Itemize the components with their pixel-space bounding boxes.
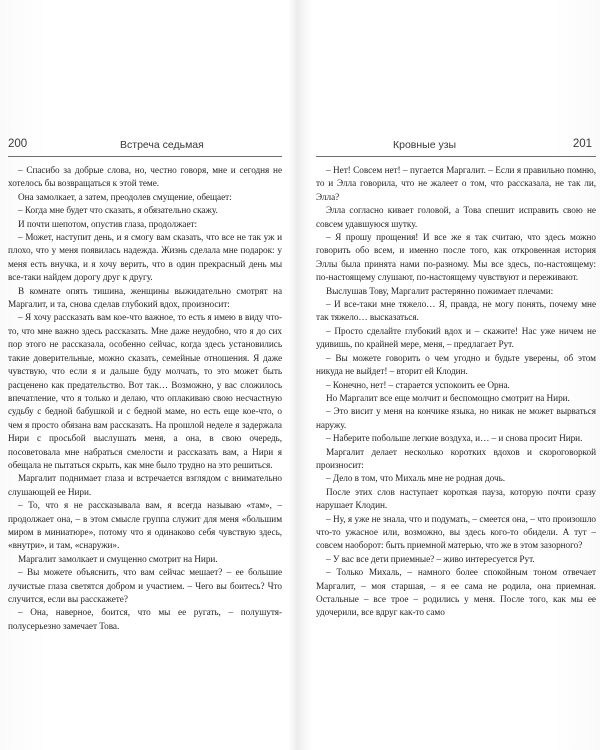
paragraph: – То, что я не рассказывала вам, я всегда называю «там», – продолжает она, – в этом смысле группа служит для меня «большим миром в миниатюре», потому что я одинаково себя чувствую здесь, «внутри», и там, «снаружи». <box>8 501 282 552</box>
left-running-title: Встреча седьмая <box>120 139 204 151</box>
paragraph: Она замолкает, а затем, преодолев смущение, обещает: <box>18 192 232 203</box>
paragraph: – Спасибо за добрые слова, но, честно говоря, мне и сегодня не хотелось бы возвращаться к этой теме. <box>8 166 282 190</box>
paragraph: Но Маргалит все еще молчит и беспомощно смотрит на Нири. <box>326 393 570 404</box>
paragraph: Маргалит замолкает и смущенно смотрит на Нири. <box>18 554 218 565</box>
paragraph: И почти шепотом, опустив глаза, продолжает: <box>18 219 198 230</box>
paragraph: – Я хочу рассказать вам кое-что важное, то есть я имею в виду что-то, что мне важно здесь рассказать. Мне даже неудобно, что я до сих пор этого не рассказала, особенно сейчас, когда здесь установились такие доверительные, можно сказать, семейные отношения. Я даже чувствую, что если я и дальше буду молчать, то это может быть расценено как предательство. Вот так… Возможно, у вас сложилось впечатление, что я только и делаю, что оплакиваю свою несчастную судьбу с бедной бабушкой и с бедной маме, но есть еще кое-что, о чем я просто обязана вам рассказать. На прошлой неделе я задержала Нири с просьбой выслушать меня, а она, в свою очередь, посоветовала мне набраться смелости и рассказать вам, а Нири я обещала не пытаться скрыть, как мне было трудно на это решиться. <box>8 313 282 471</box>
paragraph: – Она, наверное, боится, что мы ее ругать, – полушутя-полусерьезно замечает Това. <box>8 608 282 632</box>
right-page-number: 201 <box>572 138 592 150</box>
paragraph: В комнате опять тишина, женщины выжидательно смотрят на Маргалит, и та, снова сделав глубокий вдох, произносит: <box>8 286 282 311</box>
paragraph: – Просто сделайте глубокий вдох и – скажите! Нас уже ничем не удивишь, по крайней мере, меня, – предлагает Рут. <box>316 326 596 351</box>
left-page <box>8 138 282 634</box>
paragraph: – Наберите побольше легкие воздуха, и… – и снова просит Нири. <box>326 434 583 445</box>
left-running-header <box>8 138 282 155</box>
right-running-title: Кровные узы <box>393 139 457 151</box>
paragraph: Элла согласно кивает головой, а Това спешит исправить свою не совсем удавшуюся шутку. <box>316 206 596 230</box>
paragraph: Маргалит поднимает глаза и встречается взглядом с внимательно слушающей ее Нири. <box>8 474 282 498</box>
paragraph: Маргалит делает несколько коротких вдохов и скороговоркой произносит: <box>316 447 596 471</box>
paragraph: – И все-таки мне тяжело… Я, правда, не могу понять, почему мне так тяжело… высказаться. <box>316 300 596 324</box>
right-page <box>316 138 596 621</box>
paragraph: – Ну, я уже не знала, что и подумать, – смеется она, – что произошло что-то ужасное или, возможно, вы здесь кого-то обидели. А тут – совсем наоборот: быть приемной матерью, что же в этом зазорного? <box>316 514 596 552</box>
paragraph: – Дело в том, что Михаль мне не родная дочь. <box>326 474 506 485</box>
right-running-header <box>316 138 596 155</box>
paragraph: – Нет! Совсем нет! – пугается Маргалит. – Если я правильно помню, то и Элла говорила, что не жалеет о том, что рассказала, не так ли, Элла? <box>316 166 596 203</box>
paragraph: – Вы можете говорить о чем угодно и будьте уверены, об этом никуда не выйдет! – вторит ей Клодин. <box>316 353 596 378</box>
paragraph: – Может, наступит день, и я смогу вам сказать, что все не так уж и плохо, что у меня появилась надежда. Жизнь сделала мне подарок: у меня есть внучка, и я хочу верить, что в один прекрасный день мы все-таки найдем дорогу друг к другу. <box>8 233 282 284</box>
paragraph: Выслушав Тову, Маргалит растерянно пожимает плечами: <box>326 286 554 297</box>
paragraph: – Вы можете объяснить, что вам сейчас мешает? – ее большие лучистые глаза светятся добром и участием. – Чего вы боитесь? Что случится, если вы расскажете? <box>8 568 282 605</box>
paragraph: – Только Михаль, – намного более спокойным тоном отвечает Маргалит, – моя старшая, – я ее сама не родила, она приемная. Остальные – все трое – родились у меня. После того, как мы ее удочерили, все вдруг как-то само <box>316 568 596 619</box>
left-page-number: 200 <box>8 138 28 150</box>
paragraph: После этих слов наступает короткая пауза, которую почти сразу нарушает Клодин. <box>316 487 596 512</box>
paragraph: – Конечно, нет! – старается успокоить ее Орна. <box>326 380 510 391</box>
paragraph: – Это висит у меня на кончике языка, но никак не может вырваться наружу. <box>316 407 596 431</box>
paragraph: – Когда мне будет что сказать, я обязательно скажу. <box>18 206 218 217</box>
right-page-body <box>316 165 596 621</box>
paragraph: – Я прошу прощения! И все же я так считаю, что здесь можно говорить обо всем, и именно после того, как откровенная история Эллы была принята нами по-разному. Мы все здесь, по-настоящему: по-настоящему слушают, по-настоящему чувствуют и переживают. <box>316 233 596 284</box>
paragraph: – У вас все дети приемные? – живо интересуется Рут. <box>326 554 535 565</box>
left-page-body <box>8 165 282 634</box>
right-header-rule <box>316 156 596 157</box>
left-header-rule <box>8 156 282 157</box>
